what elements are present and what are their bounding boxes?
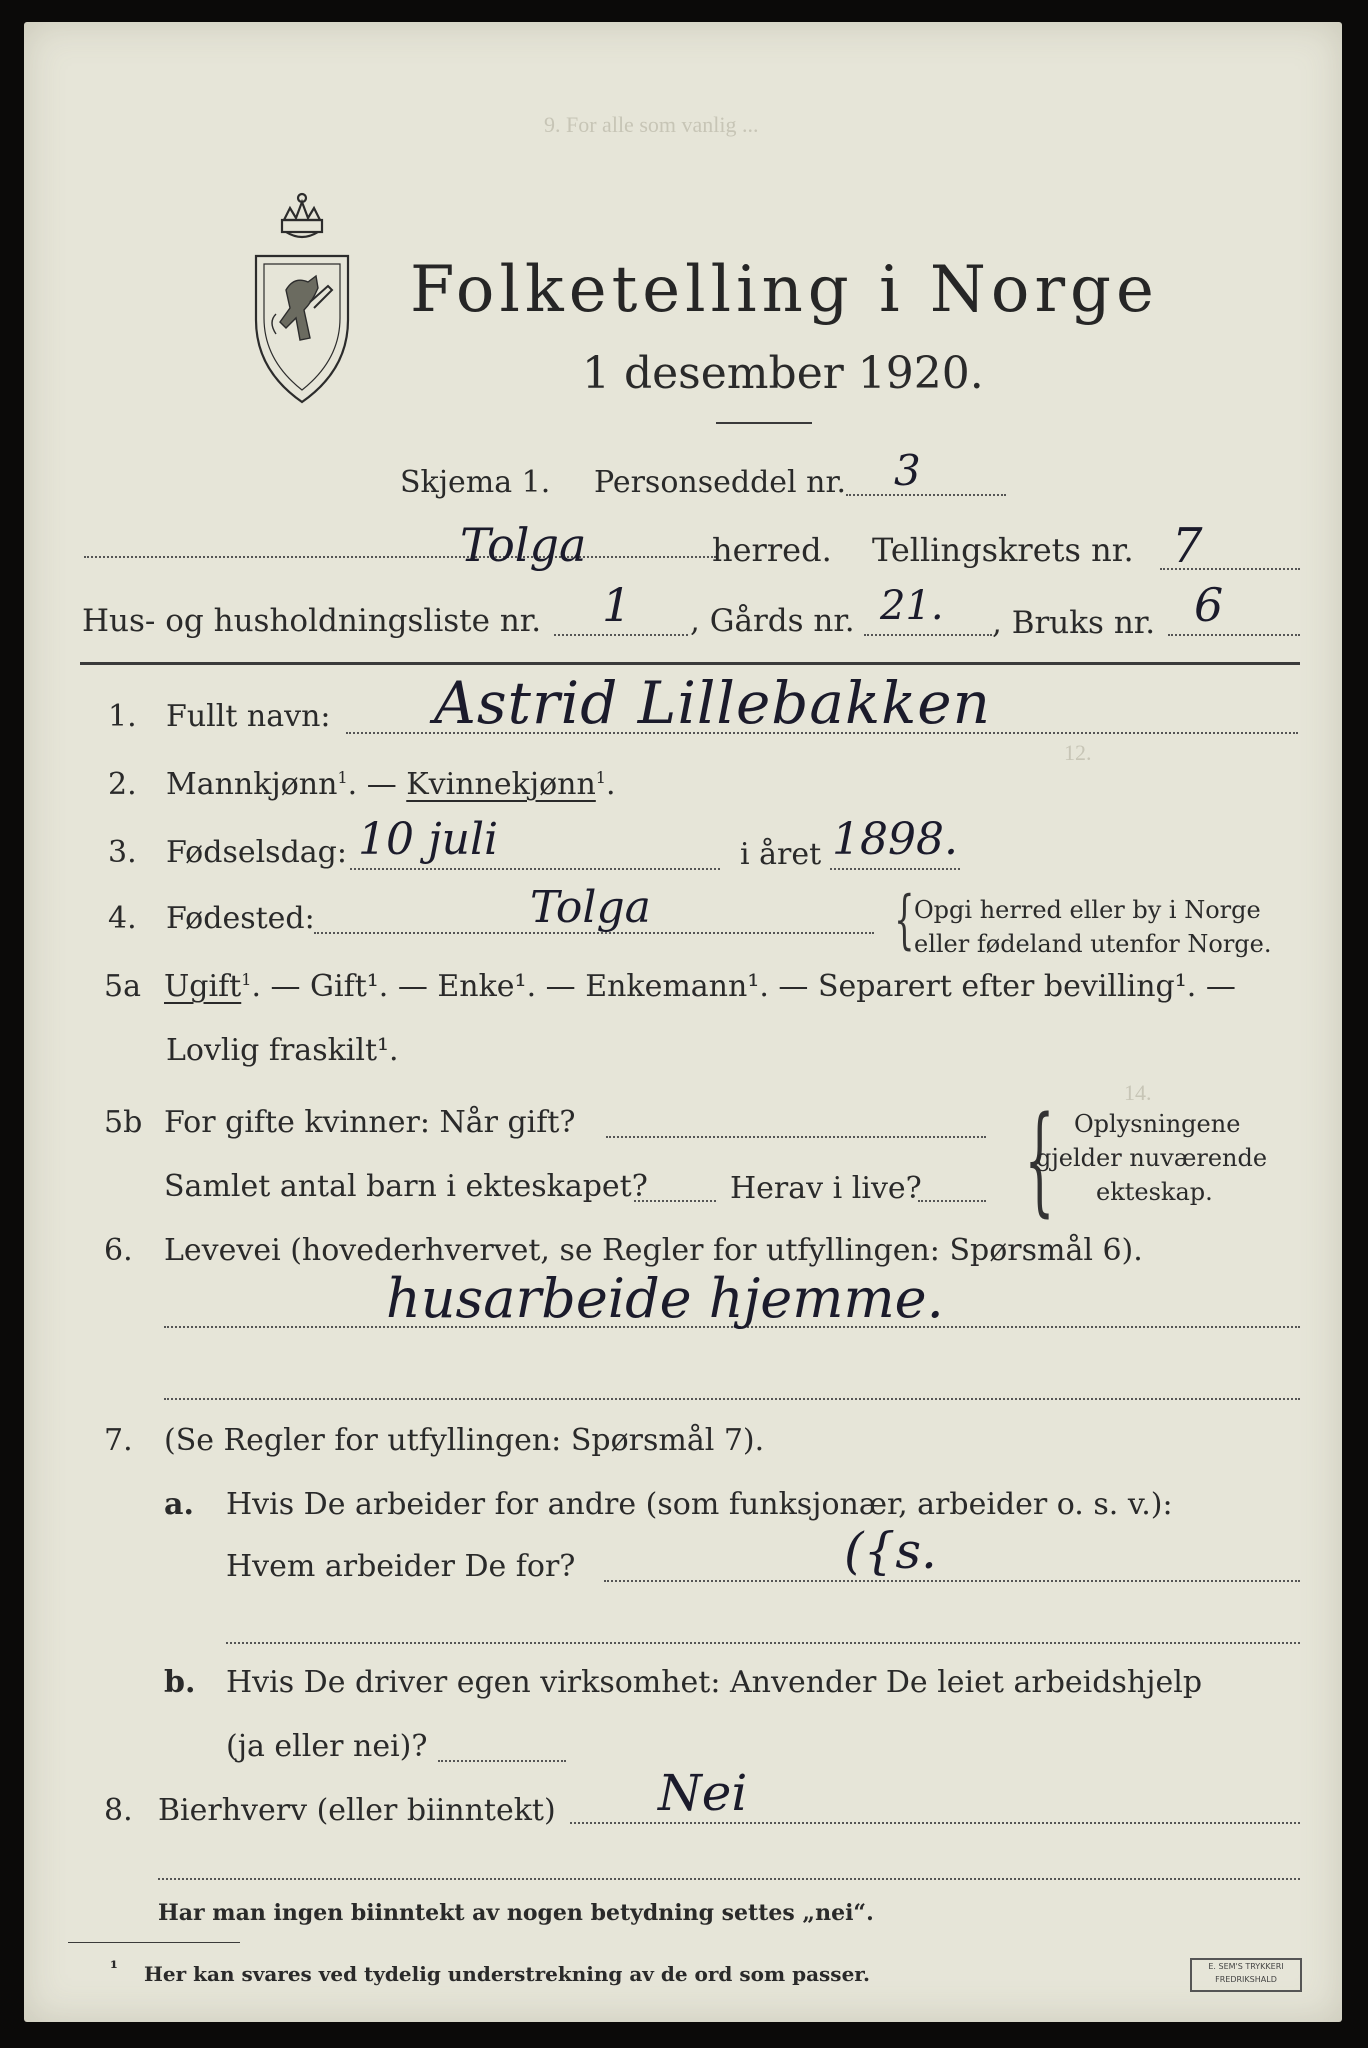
q6-label: Levevei (hovederhvervet, se Regler for utfyllingen: Spørsmål 6). [164, 1233, 1143, 1268]
q5b-children-alive-line [918, 1200, 986, 1202]
birth-year-value[interactable]: 1898. [832, 814, 958, 865]
q5b-note-line3: ekteskap. [1096, 1178, 1213, 1206]
footnote-text: Her kan svares ved tydelig understrekning av de ord som passer. [144, 1962, 870, 1986]
bleed-through-text: 12. [1064, 740, 1092, 765]
bruks-line [1168, 634, 1300, 636]
q5b-children-total-line [634, 1200, 716, 1202]
q2-options: Mannkjønn$^1$. — Kvinnekjønn$^1$. [166, 767, 616, 802]
bruks-label: , Bruks nr. [992, 605, 1156, 641]
q3-number: 3. [108, 835, 137, 870]
q7b-answer-line [438, 1760, 566, 1762]
gards-value[interactable]: 21. [880, 583, 944, 629]
q8-line2 [158, 1878, 1300, 1880]
q4-note-line2: eller fødeland utenfor Norge. [914, 930, 1272, 958]
q8-note: Har man ingen biinntekt av nogen betydning settes „nei“. [158, 1900, 874, 1926]
q7a-line1: Hvis De arbeider for andre (som funksjonær, arbeider o. s. v.): [226, 1487, 1173, 1522]
birthplace-value[interactable]: Tolga [530, 882, 651, 933]
herred-value[interactable]: Tolga [460, 518, 587, 572]
footnote-divider [68, 1942, 240, 1943]
q4-note-line1: Opgi herred eller by i Norge [914, 896, 1261, 924]
printer-stamp-line2: FREDRIKSHALD [1215, 1975, 1277, 1984]
personseddel-value[interactable]: 3 [894, 446, 921, 495]
q5b-children-total: Samlet antal barn i ekteskapet? [164, 1169, 648, 1204]
q4-number: 4. [108, 901, 137, 936]
q7b-line1: Hvis De driver egen virksomhet: Anvender De leiet arbeidshjelp [226, 1665, 1203, 1700]
q5a-line2[interactable]: Lovlig fraskilt¹. [166, 1033, 399, 1068]
bleed-through-text: 14. [1124, 1080, 1152, 1105]
q5b-note-line1: Oplysningene [1074, 1110, 1241, 1138]
q7a-employer-line [604, 1580, 1300, 1582]
gards-line [864, 634, 992, 636]
q7-label: (Se Regler for utfyllingen: Spørsmål 7). [164, 1423, 765, 1458]
census-form-sheet [24, 22, 1342, 2022]
q5b-children-alive: Herav i live? [730, 1171, 922, 1206]
q8-label: Bierhverv (eller biinntekt) [158, 1793, 556, 1828]
q7b-line2: (ja eller nei)? [226, 1729, 428, 1764]
husliste-value[interactable]: 1 [602, 578, 632, 632]
printer-stamp-line1: E. SEM'S TRYKKERI [1208, 1962, 1284, 1971]
page-title: Folketelling i Norge [410, 253, 1159, 327]
q7a-line-extra [226, 1642, 1300, 1644]
occupation-value[interactable]: husarbeide hjemme. [386, 1267, 944, 1330]
section-divider [80, 662, 1300, 665]
census-date: 1 desember 1920. [582, 348, 984, 399]
tellingskrets-value[interactable]: 7 [1172, 518, 1203, 574]
q3-year-line [830, 868, 960, 870]
norwegian-coat-of-arms-icon [246, 190, 358, 406]
q5b-married-when-line [606, 1136, 986, 1138]
header-divider [716, 422, 812, 424]
bruks-value[interactable]: 6 [1194, 578, 1224, 632]
q6-number: 6. [104, 1233, 133, 1268]
q3-year-label: i året [740, 837, 822, 872]
q4-label: Fødested: [166, 901, 315, 936]
husliste-label: Hus- og husholdningsliste nr. [82, 603, 542, 639]
q7a-line2: Hvem arbeider De for? [226, 1549, 576, 1584]
option-mannkjonn[interactable]: Mannkjønn [166, 767, 338, 802]
q3-label: Fødselsdag: [166, 835, 347, 870]
herred-label: herred. [712, 531, 832, 569]
printer-stamp [1190, 1958, 1302, 1992]
side-income-value[interactable]: Nei [658, 1764, 748, 1822]
gards-label: , Gårds nr. [690, 603, 855, 639]
q5b-married-when: For gifte kvinner: Når gift? [164, 1105, 576, 1140]
option-ugift-selected[interactable]: Ugift [164, 969, 242, 1004]
employer-value[interactable]: ({s. [844, 1522, 937, 1580]
skjema-label: Skjema 1. [400, 465, 551, 500]
q5b-brace: { [1024, 1090, 1055, 1228]
birthday-value[interactable]: 10 juli [358, 814, 499, 865]
personseddel-line [846, 494, 1006, 496]
q6-line2 [164, 1398, 1300, 1400]
q5a-options: Ugift$^1$. — Gift¹. — Enke¹. — Enkemann¹. — Separert efter bevilling¹. — [164, 969, 1236, 1004]
q2-number: 2. [108, 767, 137, 802]
option-kvinnekjonn-selected[interactable]: Kvinnekjønn [406, 767, 596, 802]
full-name-value[interactable]: Astrid Lillebakken [434, 669, 991, 737]
q5a-number: 5a [104, 969, 141, 1004]
footnote-marker: ¹ [110, 1958, 118, 1979]
q1-label: Fullt navn: [166, 699, 331, 734]
q3-line [350, 868, 720, 870]
q4-brace: { [894, 883, 915, 957]
q7-number: 7. [104, 1423, 133, 1458]
bleed-through-text: 9. For alle som vanlig ... [544, 112, 759, 137]
husliste-line [554, 634, 688, 636]
q7a-letter: a. [164, 1487, 194, 1522]
personseddel-label: Personseddel nr. [594, 465, 847, 500]
q5b-note-line2: gjelder nuværende [1036, 1144, 1268, 1172]
herred-line [84, 556, 716, 558]
option-separator: — [366, 767, 397, 802]
marital-options-rest: — Gift¹. — Enke¹. — Enkemann¹. — Separert efter bevilling¹. — [270, 969, 1236, 1004]
q8-number: 8. [104, 1793, 133, 1828]
q8-line [570, 1822, 1300, 1824]
tellingskrets-label: Tellingskrets nr. [872, 531, 1134, 569]
q5b-number: 5b [104, 1105, 143, 1140]
q7b-letter: b. [164, 1665, 196, 1700]
q1-number: 1. [108, 699, 137, 734]
